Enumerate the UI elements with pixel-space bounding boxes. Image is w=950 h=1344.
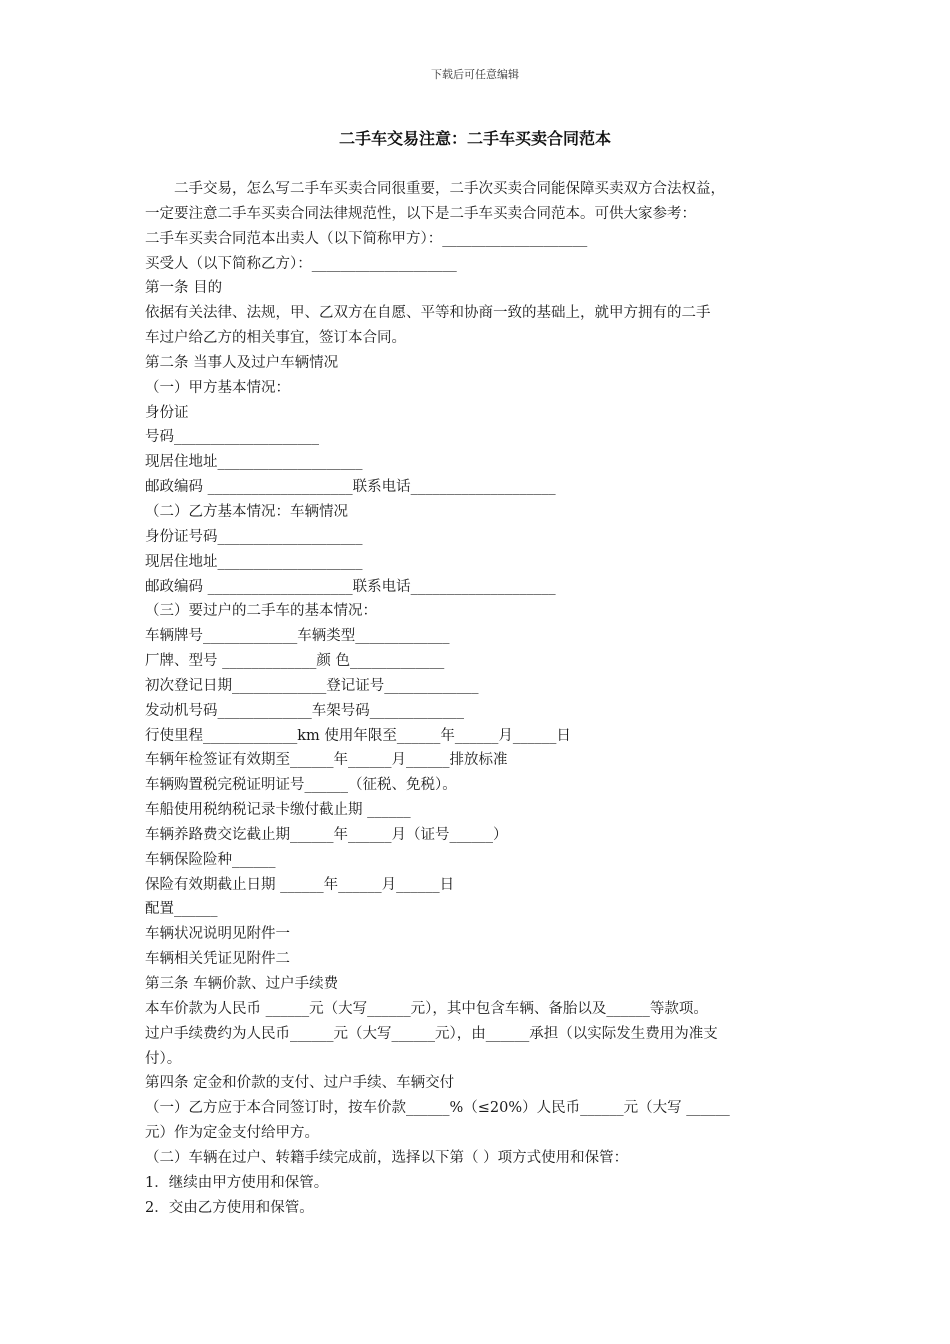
text-line: （一）甲方基本情况： xyxy=(145,379,290,396)
text-line: 车辆保险险种______ xyxy=(145,851,276,868)
text-line: 厂牌、型号 _____________颜 色_____________ xyxy=(145,653,445,670)
text-line: 车辆养路费交讫截止期______年______月（证号______） xyxy=(145,826,508,843)
text-line: 车辆购置税完税证明证号______（征税、免税）。 xyxy=(145,777,457,794)
text-line: 1．继续由甲方使用和保管。 xyxy=(145,1174,329,1191)
text-line: （一）乙方应于本合同签订时，按车价款______%（≤20%）人民币______元（大写 ______ xyxy=(145,1100,730,1117)
text-line: 一定要注意二手车买卖合同法律规范性，以下是二手车买卖合同范本。可供大家参考： xyxy=(145,205,696,222)
text-line: 邮政编码 ____________________联系电话____________________ xyxy=(145,479,556,496)
page-header: 下载后可任意编辑 xyxy=(431,68,519,81)
text-line: 配置______ xyxy=(145,901,218,918)
text-line: 车辆相关凭证见附件二 xyxy=(145,951,290,968)
text-line: 依据有关法律、法规，甲、乙双方在自愿、平等和协商一致的基础上，就甲方拥有的二手 xyxy=(145,305,711,322)
text-line: 车辆状况说明见附件一 xyxy=(145,926,290,943)
section-heading: 第三条 车辆价款、过户手续费 xyxy=(145,976,339,992)
text-line: 二手车买卖合同范本出卖人（以下简称甲方）：____________________ xyxy=(145,230,588,247)
document-title: 二手车交易注意：二手车买卖合同范本 xyxy=(338,129,611,148)
text-line: （三）要过户的二手车的基本情况： xyxy=(145,603,377,620)
text-line: 买受人（以下简称乙方）：____________________ xyxy=(145,255,457,272)
text-line: 二手交易，怎么写二手车买卖合同很重要，二手次买卖合同能保障买卖双方合法权益， xyxy=(174,181,725,197)
text-line: 车辆年检签证有效期至______年______月______排放标准 xyxy=(145,752,508,769)
text-line: 发动机号码_____________车架号码_____________ xyxy=(145,702,464,719)
text-line: （二）车辆在过户、转籍手续完成前，选择以下第（ ）项方式使用和保管： xyxy=(145,1149,629,1166)
text-line: 保险有效期截止日期 ______年______月______日 xyxy=(145,876,455,893)
text-line: 车船使用税纳税记录卡缴付截止期 ______ xyxy=(145,802,411,819)
text-line: 行使里程_____________km 使用年限至______年______月______日 xyxy=(145,727,571,744)
text-line: 邮政编码 ____________________联系电话____________________ xyxy=(145,578,556,595)
contract-body xyxy=(145,177,810,1220)
text-line: 身份证号码____________________ xyxy=(145,528,363,545)
text-line: 号码____________________ xyxy=(145,429,319,446)
text-line: 2．交由乙方使用和保管。 xyxy=(145,1199,314,1216)
text-line: 元）作为定金支付给甲方。 xyxy=(145,1125,319,1142)
text-line: 过户手续费约为人民币______元（大写______元），由______承担（以实际发生费用为准支 xyxy=(145,1025,718,1042)
text-line: 本车价款为人民币 ______元（大写______元），其中包含车辆、备胎以及______等款项。 xyxy=(145,1000,708,1017)
text-line: 身份证 xyxy=(145,404,189,421)
text-line: （二）乙方基本情况：车辆情况 xyxy=(145,503,348,520)
section-heading: 第二条 当事人及过户车辆情况 xyxy=(145,354,339,371)
text-line: 现居住地址____________________ xyxy=(145,553,363,570)
section-heading: 第四条 定金和价款的支付、过户手续、车辆交付 xyxy=(145,1075,455,1092)
text-line: 车辆牌号_____________车辆类型_____________ xyxy=(145,628,450,645)
text-line: 付）。 xyxy=(145,1050,182,1067)
text-line: 现居住地址____________________ xyxy=(145,454,363,471)
text-line: 车过户给乙方的相关事宜，签订本合同。 xyxy=(145,330,406,347)
section-heading: 第一条 目的 xyxy=(145,280,223,297)
text-line: 初次登记日期_____________登记证号_____________ xyxy=(145,677,479,694)
